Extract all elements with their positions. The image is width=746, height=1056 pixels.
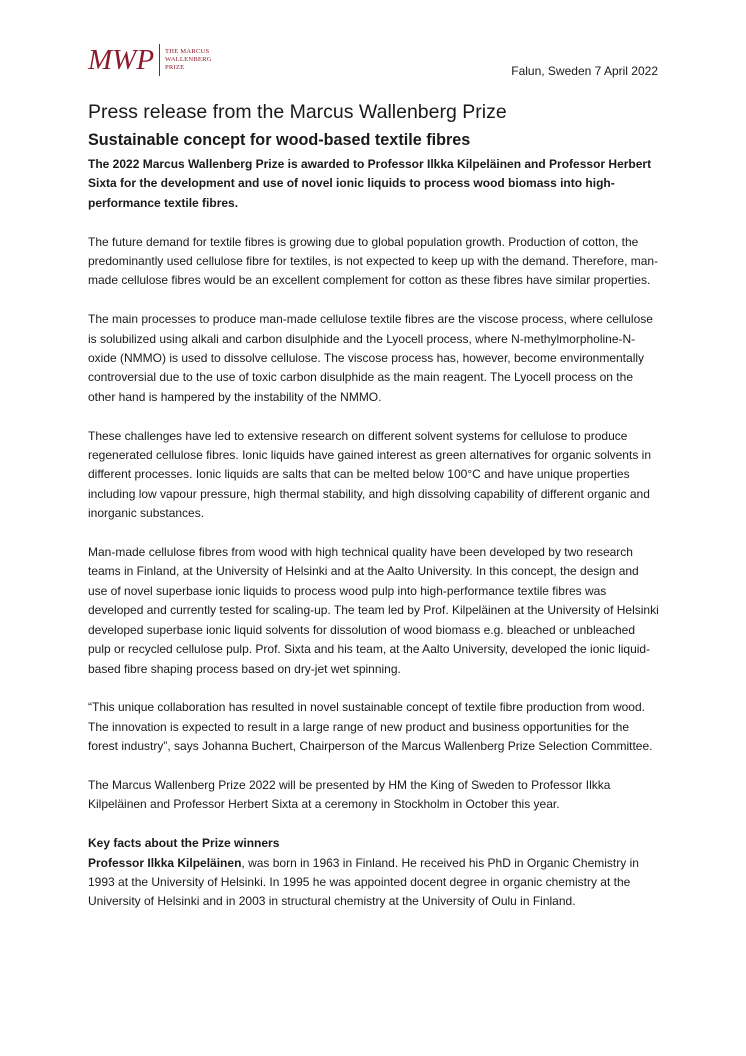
key-facts-heading: Key facts about the Prize winners: [88, 836, 280, 851]
logo-line-2: WALLENBERG: [165, 55, 212, 63]
winner-bio: , was born in 1963 in Finland. He received his PhD in Organic Chemistry in 1993 at the University of Helsinki. In 1995 he was appointed docent degree in organic chemistry at the University of Helsinki and in 2003 in structural chemistry at the University of Oulu in Finland.: [88, 855, 639, 909]
body-paragraph: The Marcus Wallenberg Prize 2022 will be presented by HM the King of Sweden to Professor Ilkka Kilpeläinen and Professor Herbert Sixta at a ceremony in Stockholm in October this year.: [88, 777, 611, 812]
winner-name: Professor Ilkka Kilpeläinen: [88, 855, 242, 870]
body-paragraph: Man-made cellulose fibres from wood with high technical quality have been developed by two research teams in Finland, at the University of Helsinki and at the Aalto University. In this concept, the design and use of novel superbase ionic liquids to process wood pulp into high-performance textile fibres was developed and currently tested for scaling-up. The team led by Prof. Kilpeläinen at the University of Helsinki developed superbase ionic liquid solvents for dissolution of wood biomass e.g. bleached or unbleached pulp or recycled cellulose pulp. Prof. Sixta and his team, at the Aalto University, developed the ionic liquid-based fibre shaping process based on dry-jet wet spinning.: [88, 545, 659, 676]
lede-paragraph: The 2022 Marcus Wallenberg Prize is awarded to Professor Ilkka Kilpeläinen and Professor Herbert Sixta for the development and use of novel ionic liquids to process wood biomass into high-performance textile fibres.: [88, 157, 652, 210]
body-paragraph: These challenges have led to extensive research on different solvent systems for cellulose to produce regenerated cellulose fibres. Ionic liquids have gained interest as green alternatives for organic solvents in different processes. Ionic liquids are salts that can be melted below 100°C and have unique properties including low vapour pressure, high thermal stability, and high dissolving capability of different organic and inorganic substances.: [88, 428, 651, 521]
mwp-logo: [88, 42, 212, 78]
subheadline: Sustainable concept for wood-based textile fibres: [88, 131, 471, 149]
logo-divider: [159, 44, 160, 76]
body-paragraph: The future demand for textile fibres is growing due to global population growth. Production of cotton, the predominantly used cellulose fibre for textiles, is not expected to keep up with the demand. Therefore, man-made cellulose fibres would be an excellent complement for cotton as these fibres have similar properties.: [88, 234, 659, 288]
dateline: Falun, Sweden 7 April 2022: [511, 64, 658, 78]
logo-mark: MWP: [88, 43, 155, 76]
key-facts-paragraph: [88, 854, 660, 912]
article-body: [88, 98, 660, 912]
body-paragraph: The main processes to produce man-made cellulose textile fibres are the viscose process, where cellulose is solubilized using alkali and carbon disulphide and the Lyocell process, where N-methylmorpholine-N-oxide (NMMO) is used to dissolve cellulose. The viscose process has, however, become environmentally controversial due to the use of toxic carbon disulphide as the main reagent. The Lyocell process on the other hand is hampered by the instability of the NMMO.: [88, 312, 653, 404]
headline: Press release from the Marcus Wallenberg Prize: [88, 101, 507, 123]
logo-line-1: THE MARCUS: [165, 47, 210, 55]
logo-wordmark: [165, 48, 212, 73]
quote-paragraph: “This unique collaboration has resulted in novel sustainable concept of textile fibre production from wood. The innovation is expected to result in a large range of new product and business opportunities for the forest industry”, says Johanna Buchert, Chairperson of the Marcus Wallenberg Prize Selection Committee.: [88, 700, 653, 754]
logo-line-3: PRIZE: [165, 64, 185, 72]
